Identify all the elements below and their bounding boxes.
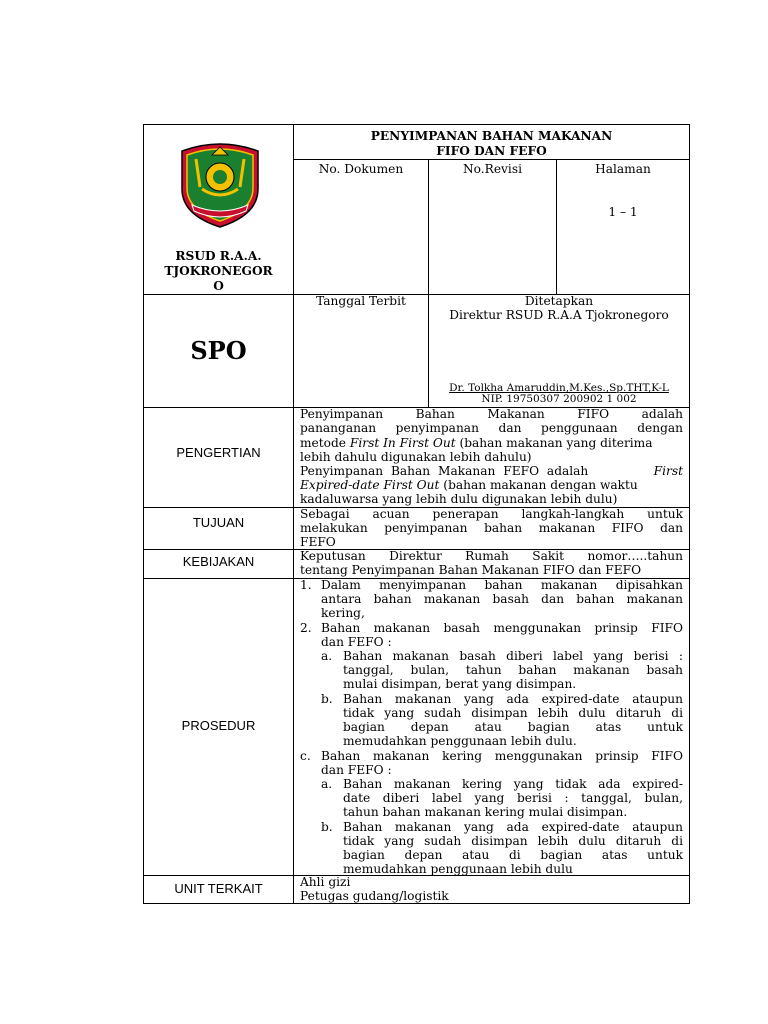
border-left xyxy=(143,124,144,904)
row-label-prosedur: PROSEDUR xyxy=(181,718,256,733)
row-label-pengertian: PENGERTIAN xyxy=(176,445,261,460)
tujuan-line-3: FEFO xyxy=(300,535,336,549)
doc-col-divider-2 xyxy=(556,159,557,295)
pengertian-line-5 xyxy=(300,464,683,479)
established-label: Ditetapkan xyxy=(524,294,594,308)
pengertian-emphasis: Expired-date First Out xyxy=(300,478,440,492)
prosedur-line: Bahan makanan kering yang tidak ada expired- xyxy=(343,777,683,791)
list-marker: a. xyxy=(321,777,333,791)
prosedur-line: tahun bahan makanan kering mulai disimpan. xyxy=(343,805,628,819)
unit-terkait-line-2: Petugas gudang/logistik xyxy=(300,889,449,903)
list-marker: 2. xyxy=(300,621,312,635)
prosedur-line: tanggal, bulan, tahun bahan makanan basah xyxy=(343,663,683,677)
hospital-name-line2: TJOKRONEGOR xyxy=(164,264,273,278)
prosedur-line: tidak yang sudah disimpan lebih dulu ditaruh di xyxy=(343,706,683,720)
prosedur-line: memudahkan penggunaan lebih dulu. xyxy=(343,734,577,748)
revision-label: No.Revisi xyxy=(463,162,522,176)
prosedur-line: Bahan makanan kering menggunakan prinsip FIFO xyxy=(321,749,683,763)
pengertian-line-2: pananganan penyimpanan dan penggunaan dengan xyxy=(300,421,683,435)
pengertian-text: (bahan makanan yang diterima xyxy=(455,436,653,450)
border-top xyxy=(143,124,690,125)
prosedur-line: Bahan makanan yang ada expired-date ataupun xyxy=(343,692,683,706)
pengertian-line-6 xyxy=(300,478,638,493)
unit-terkait-line-1: Ahli gizi xyxy=(300,875,351,889)
row-label-unit-terkait: UNIT TERKAIT xyxy=(174,881,263,896)
prosedur-line: mulai disimpan, berat yang disimpan. xyxy=(343,677,577,691)
kebijakan-line-1: Keputusan Direktur Rumah Sakit nomor…..tahun xyxy=(300,549,683,563)
tujuan-line-1: Sebagai acuan penerapan langkah-langkah untuk xyxy=(300,507,683,521)
list-marker: a. xyxy=(321,649,333,663)
doc-number-label: No. Dokumen xyxy=(318,162,404,176)
list-marker: b. xyxy=(321,820,333,834)
page-value: 1 – 1 xyxy=(608,205,638,219)
spo-label: SPO xyxy=(190,336,247,365)
kebijakan-line-2: tentang Penyimpanan Bahan Makanan FIFO dan FEFO xyxy=(300,563,642,577)
pengertian-text: Penyimpanan Bahan Makanan FEFO adalah xyxy=(300,464,597,478)
tujuan-line-2: melakukan penyimpanan bahan makanan FIFO dan xyxy=(300,521,683,535)
director-title: Direktur RSUD R.A.A Tjokronegoro xyxy=(449,308,669,322)
document-title-line1: PENYIMPANAN BAHAN MAKANAN xyxy=(370,129,613,143)
prosedur-line: tidak yang sudah disimpan lebih dulu ditaruh di xyxy=(343,834,683,848)
pengertian-line-3 xyxy=(300,436,653,451)
prosedur-line: dan FEFO : xyxy=(321,635,392,649)
border-right xyxy=(689,124,690,904)
prosedur-line: Bahan makanan yang ada expired-date ataupun xyxy=(343,820,683,834)
doc-col-divider-1 xyxy=(428,159,429,295)
director-nip: NIP. 19750307 200902 1 002 xyxy=(481,393,637,405)
pengertian-emphasis: First In First Out xyxy=(349,436,456,450)
regency-coat-of-arms-icon xyxy=(174,137,266,229)
pengertian-line-4: lebih dahulu digunakan lebih dahulu) xyxy=(300,450,532,464)
prosedur-line: bagian depan atau bagian atas untuk xyxy=(343,720,683,734)
prosedur-line: memudahkan penggunaan lebih dulu xyxy=(343,862,573,876)
prosedur-line: dan FEFO : xyxy=(321,763,392,777)
page-label: Halaman xyxy=(595,162,651,176)
prosedur-line: date diberi label yang berisi : tanggal, bulan, xyxy=(343,791,683,805)
row-label-tujuan: TUJUAN xyxy=(192,515,245,530)
list-marker: 1. xyxy=(300,578,312,592)
hospital-name-line1: RSUD R.A.A. xyxy=(175,249,262,263)
prosedur-line: antara bahan makanan basah dan bahan makanan xyxy=(321,592,683,606)
pengertian-line-7: kadaluwarsa yang lebih dulu digunakan lebih dulu) xyxy=(300,492,618,506)
prosedur-line: Dalam menyimpanan bahan makanan dipisahkan xyxy=(321,578,683,592)
prosedur-line: Bahan makanan basah diberi label yang berisi : xyxy=(343,649,683,663)
pengertian-text: metode xyxy=(300,436,350,450)
prosedur-line: bagian depan atau di bagian atas untuk xyxy=(343,848,683,862)
prosedur-line: kering, xyxy=(321,606,365,620)
list-marker: b. xyxy=(321,692,333,706)
pengertian-emphasis: First xyxy=(653,464,683,478)
document-title-line2: FIFO DAN FEFO xyxy=(436,144,547,158)
row-label-kebijakan: KEBIJAKAN xyxy=(182,554,255,569)
pengertian-line-1: Penyimpanan Bahan Makanan FIFO adalah xyxy=(300,407,683,421)
issue-date-label: Tanggal Terbit xyxy=(316,294,406,308)
list-marker: c. xyxy=(300,749,311,763)
prosedur-line: Bahan makanan basah menggunakan prinsip FIFO xyxy=(321,621,683,635)
column-divider xyxy=(293,124,294,904)
title-divider xyxy=(293,159,690,160)
hospital-name-line3: O xyxy=(213,279,224,293)
director-name: Dr. Tolkha Amaruddin,M.Kes.,Sp.THT,K-L xyxy=(449,382,669,394)
pengertian-text: (bahan makanan dengan waktu xyxy=(439,478,638,492)
